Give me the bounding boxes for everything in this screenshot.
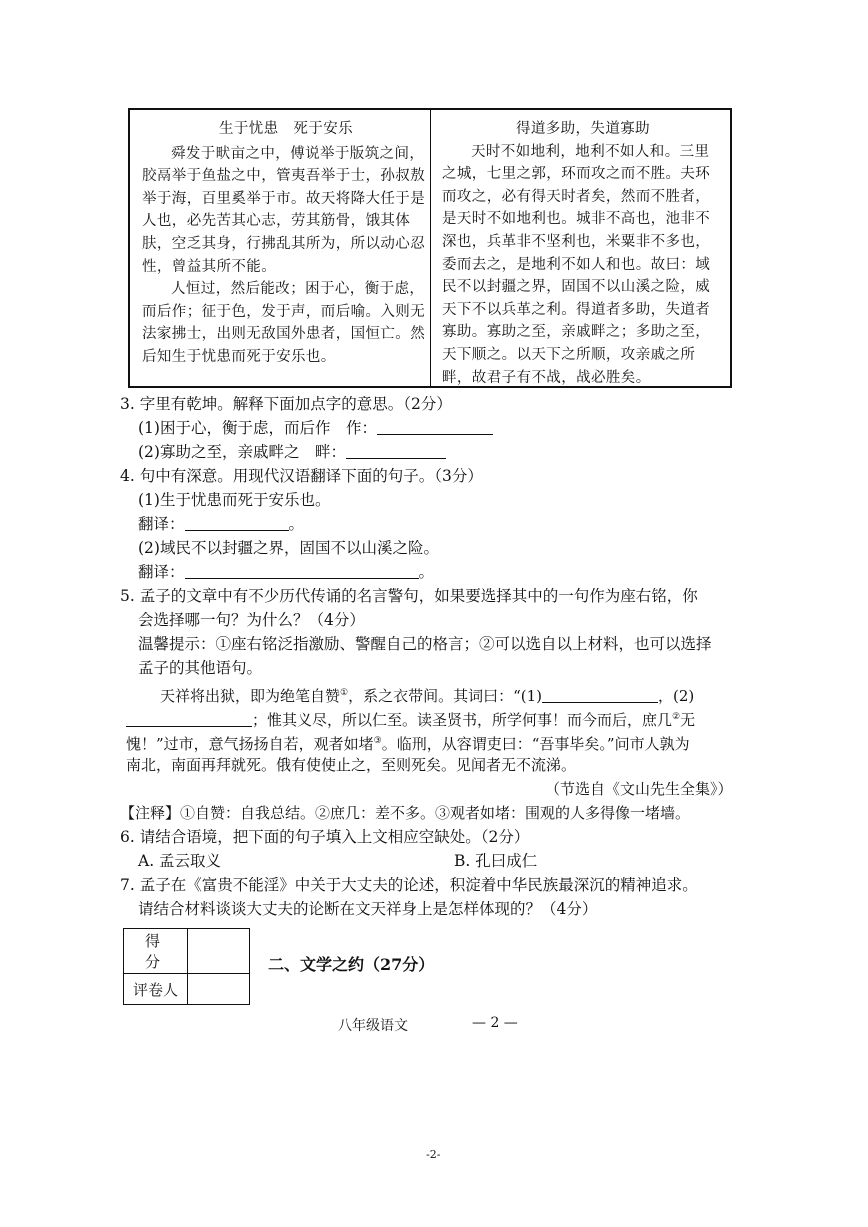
q6-stem: 6. 请结合语境，把下面的句子填入上文相应空缺处。（2分） <box>120 828 530 846</box>
grader-label: 评卷人 <box>124 974 188 1005</box>
q3-item-1-text: (1)困于心，衡于虑，而后作 作： <box>138 419 377 437</box>
note-marker-1: ① <box>340 688 349 698</box>
q5-hint-1: 温馨提示：①座右铭泛指激励、警醒自己的格言；②可以选自以上材料，也可以选择 <box>138 635 712 653</box>
material-blank-1[interactable] <box>542 686 658 703</box>
q7-line-2: 请结合材料谈谈大丈夫的论断在文天祥身上是怎样体现的？（4分） <box>138 900 598 918</box>
passage-right <box>442 118 724 389</box>
note-marker-2: ② <box>672 712 681 722</box>
material-line-2b: 无 <box>680 711 696 729</box>
q3-answer-1-blank[interactable] <box>377 418 493 435</box>
q4-translate-2-end: 。 <box>418 563 435 581</box>
q3-stem: 3. 字里有乾坤。解释下面加点字的意思。（2分） <box>120 395 452 413</box>
material-line-2 <box>126 705 695 732</box>
q6-option-a: A. 孟云取义 <box>138 852 222 870</box>
material-line-1 <box>160 681 694 708</box>
q4-item-2: (2)域民不以封疆之界，固国不以山溪之险。 <box>138 539 439 557</box>
material-source: （节选自《文山先生全集》） <box>545 780 733 798</box>
passage-left-para-1: 舜发于畎亩之中，傅说举于版筑之间，胶鬲举于鱼盐之中，管夷吾举于士，孙叔敖举于海，百里奚举于市。故天将降大任于是人也，必先苦其心志，劳其筋骨，饿其体肤，空乏其身，行拂乱其所为，所以动心忍性，曾益其所不能。 <box>142 145 426 275</box>
score-table <box>123 928 250 1005</box>
q4-translate-1-end: 。 <box>288 515 305 533</box>
material-line-2a: ；惟其义尽，所以仁至。读圣贤书，所学何事！而今而后，庶几 <box>252 711 673 729</box>
q4-translate-1 <box>138 512 304 536</box>
material-line-4: 南北，南面再拜就死。俄有使使止之，至则死矣。见闻者无不流涕。 <box>126 756 577 774</box>
passage-left <box>142 118 430 369</box>
q6-option-b: B. 孔曰成仁 <box>454 852 538 870</box>
q5-line-1: 5. 孟子的文章中有不少历代传诵的名言警句，如果要选择其中的一句作为座右铭，你 <box>120 587 698 605</box>
q4-stem: 4. 句中有深意。用现代汉语翻译下面的句子。（3分） <box>120 467 483 485</box>
material-blank-2[interactable] <box>126 710 252 727</box>
material-line-3b: 。临刑，从容谓吏曰：“吾事毕矣。”问市人孰为 <box>381 735 690 753</box>
q5-line-2: 会选择哪一句？为什么？（4分） <box>138 611 365 629</box>
material-line-1c: ，(2) <box>658 687 695 705</box>
q3-item-2 <box>138 440 446 464</box>
note-marker-3: ③ <box>373 736 382 746</box>
passage-right-title: 得道多助，失道寡助 <box>515 121 651 137</box>
q7-line-1: 7. 孟子在《富贵不能淫》中关于大丈夫的论述，积淀着中华民族最深沉的精神追求。 <box>120 876 698 894</box>
q4-translate-2 <box>138 560 434 584</box>
material-line-1a: 天祥将出狱，即为绝笔自赞 <box>160 687 341 705</box>
material-line-3 <box>126 729 690 756</box>
q4-translate-2-label: 翻译： <box>138 563 185 581</box>
material-line-3a: 愧！”过市，意气扬扬自若，观者如堵 <box>126 735 374 753</box>
score-label: 得 分 <box>124 929 188 974</box>
q4-item-1: (1)生于忧患而死于安乐也。 <box>138 491 331 509</box>
notes: 【注释】①自赞：自我总结。②庶几：差不多。③观者如堵：围观的人多得像一堵墙。 <box>120 804 691 822</box>
grader-cell[interactable] <box>188 974 250 1005</box>
q4-answer-1-blank[interactable] <box>185 514 289 531</box>
q4-translate-1-label: 翻译： <box>138 515 185 533</box>
column-divider <box>430 108 431 388</box>
score-cell[interactable] <box>188 929 250 974</box>
passage-left-para-2: 人恒过，然后能改；困于心，衡于虑，而后作；征于色，发于声，而后喻。入则无法家拂士，出则无敌国外患者，国恒亡。然后知生于忧患而死于安乐也。 <box>142 281 426 365</box>
footer-subject: 八年级语文 <box>338 1018 408 1034</box>
section-title: 二、文学之约（27分） <box>268 955 435 974</box>
footer-page-number: — 2 — <box>472 1015 518 1031</box>
material-line-1b: ，系之衣带间。其词曰：“(1) <box>348 687 543 705</box>
q3-answer-2-blank[interactable] <box>346 442 446 459</box>
q4-answer-2-blank[interactable] <box>185 562 419 579</box>
q3-item-2-text: (2)寡助之至，亲戚畔之 畔： <box>138 443 346 461</box>
passage-left-title: 生于忧患 死于安乐 <box>218 121 354 137</box>
q3-item-1 <box>138 416 493 440</box>
passage-right-para-1: 天时不如地利，地利不如人和。三里之城，七里之郭，环而攻之而不胜。夫环而攻之，必有得天时者矣，然而不胜者，是天时不如地利也。城非不高也，池非不深也，兵革非不坚利也，米粟非不多也，委而去之，是地利不如人和也。故曰：域民不以封疆之界，固国不以山溪之险，威天下不以兵革之利。得道者多助，失道者寡助。寡助之至，亲戚畔之；多助之至，天下顺之。以天下之所顺，攻亲戚之所畔，故君子有不战，战必胜矣。 <box>442 143 711 386</box>
bottom-page-marker: -2- <box>426 1148 441 1161</box>
q5-hint-2: 孟子的其他语句。 <box>138 659 263 677</box>
